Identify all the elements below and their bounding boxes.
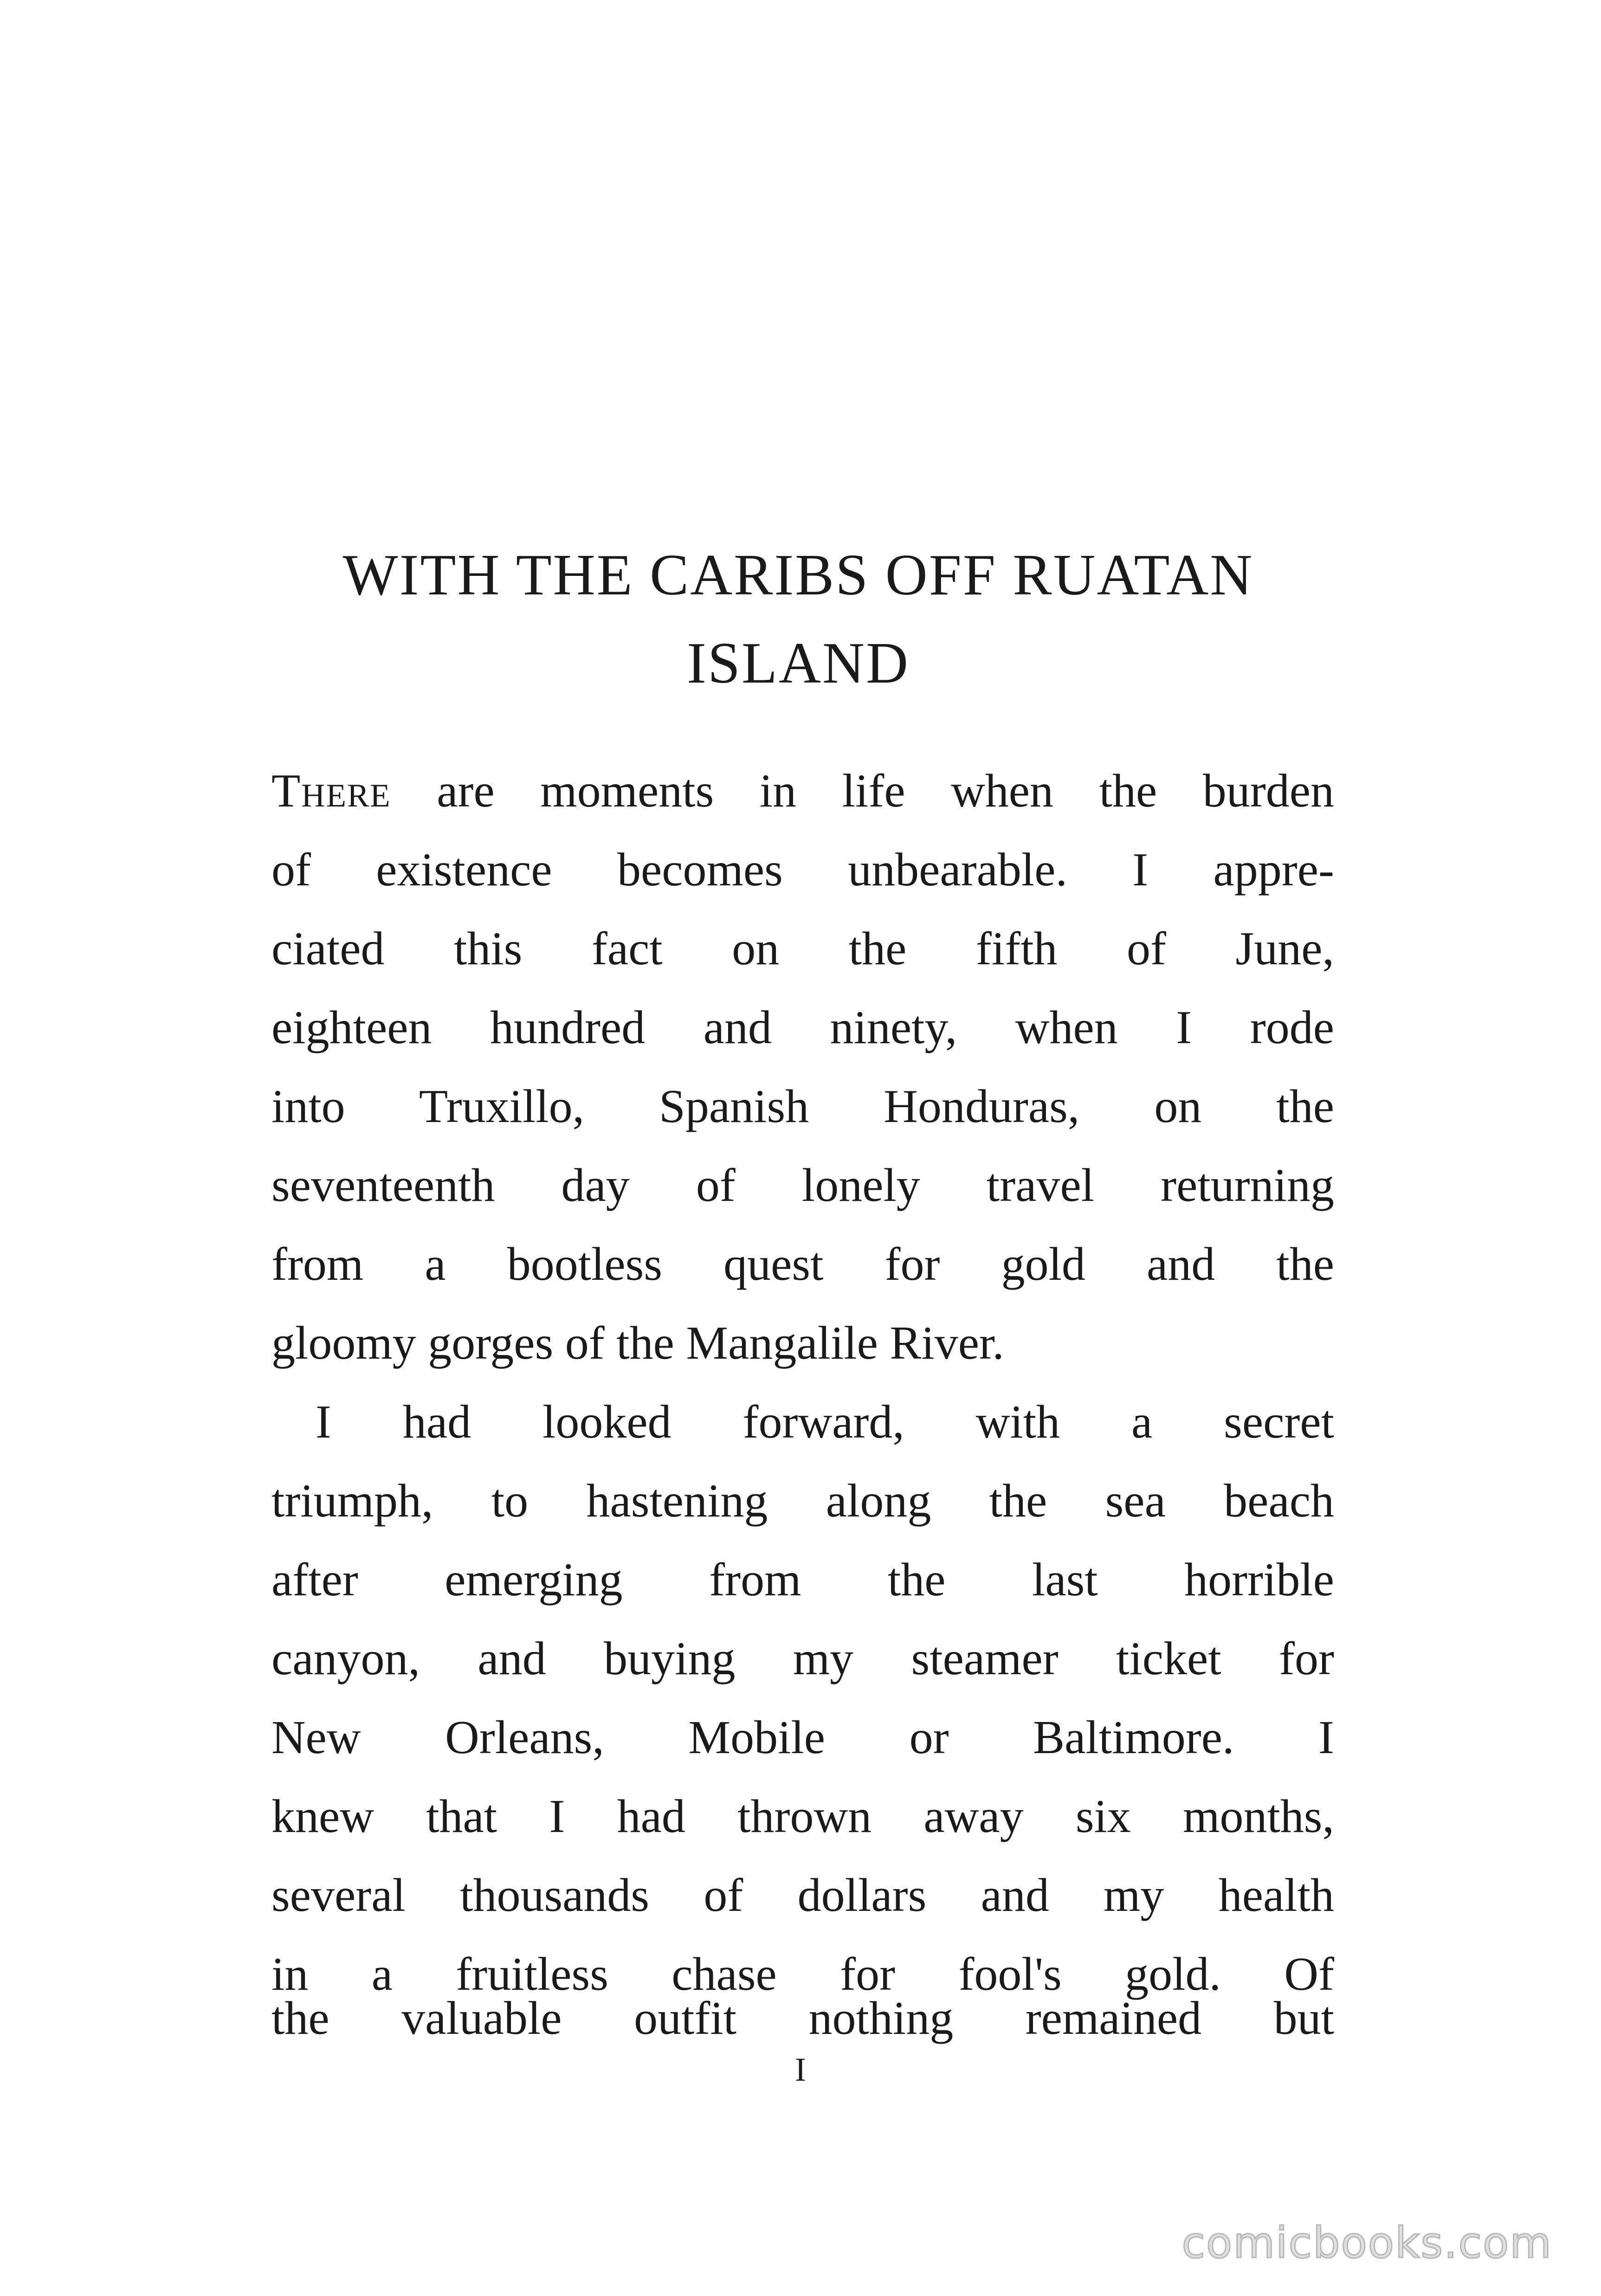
paragraph-2-line-2: triumph, to hastening along the sea beach [271, 1475, 1334, 1527]
paragraph-2-line-4: canyon, and buying my steamer ticket for [271, 1632, 1334, 1685]
paragraph-2-line-1: I had looked forward, with a secret [316, 1396, 1334, 1448]
page-number: I [795, 2051, 806, 2088]
paragraph-2-line-6: knew that I had thrown away six months, [271, 1790, 1334, 1843]
chapter-title-line-1: WITH THE CARIBS OFF RUATAN [342, 543, 1254, 607]
paragraph-1-line-7: from a bootless quest for gold and the [271, 1238, 1334, 1290]
paragraph-1-line-3: ciated this fact on the fifth of June, [271, 922, 1334, 975]
paragraph-1-line-5: into Truxillo, Spanish Honduras, on the [271, 1080, 1334, 1133]
opening-word: There [271, 765, 391, 817]
paragraph-2-line-3: after emerging from the last horrible [271, 1554, 1334, 1606]
chapter-title-line-2: ISLAND [687, 631, 910, 696]
paragraph-2-line-9: the valuable outfit nothing remained but [271, 1992, 1334, 2044]
paragraph-1-line-1-rest: are moments in life when the burden [391, 765, 1334, 817]
watermark-logo: comicbooks.com [1181, 2218, 1552, 2268]
paragraph-2-line-8: in a fruitless chase for fool's gold. Of [271, 1948, 1334, 2000]
paragraph-1-line-1 [271, 763, 1334, 819]
paragraph-1-line-6: seventeenth day of lonely travel returning [271, 1159, 1334, 1212]
paragraph-2-line-5: New Orleans, Mobile or Baltimore. I [271, 1711, 1334, 1764]
paragraph-2-line-7: several thousands of dollars and my health [271, 1869, 1334, 1922]
paragraph-1-line-2: of existence becomes unbearable. I appre- [271, 844, 1334, 896]
paragraph-1-line-8: gloomy gorges of the Mangalile River. [271, 1317, 1004, 1369]
paragraph-1-line-4: eighteen hundred and ninety, when I rode [271, 1001, 1334, 1054]
